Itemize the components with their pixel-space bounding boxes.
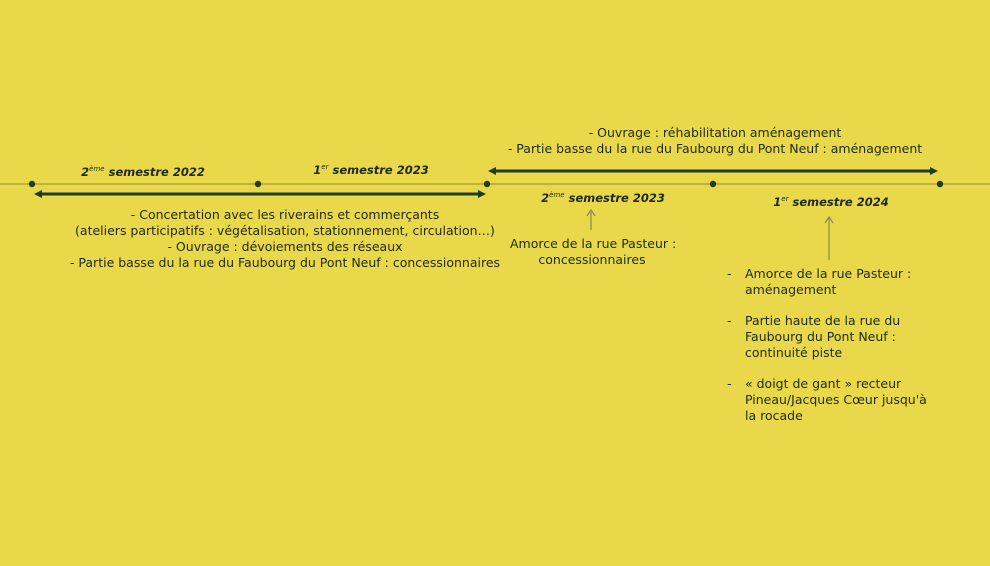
description-line: - Partie basse du la rue du Faubourg du Pont Neuf : aménagement bbox=[507, 141, 923, 156]
list-item: - « doigt de gant » recteur Pineau/Jacques Cœur jusqu'à la rocade bbox=[727, 376, 927, 423]
period-label: 2ème semestre 2022 bbox=[81, 165, 205, 179]
list-item: - Partie haute de la rue du Faubourg du Pont Neuf : continuité piste bbox=[727, 313, 901, 360]
pasteur-note bbox=[510, 236, 677, 268]
description-line: - Ouvrage : dévoiements des réseaux bbox=[167, 239, 403, 254]
timeline-node bbox=[937, 181, 943, 187]
description-line: concessionnaires bbox=[538, 252, 646, 267]
description-line: (ateliers participatifs : végétalisation, stationnement, circulation…) bbox=[75, 223, 495, 238]
timeline-node bbox=[484, 181, 490, 187]
period-label: 1er semestre 2024 bbox=[773, 195, 889, 209]
description-line: - Concertation avec les riverains et commerçants bbox=[130, 207, 440, 222]
timeline-node bbox=[255, 181, 261, 187]
period-label: 2ème semestre 2023 bbox=[541, 191, 665, 205]
phase2-description bbox=[490, 125, 940, 157]
timeline-node bbox=[710, 181, 716, 187]
up-arrow-icon bbox=[825, 217, 833, 260]
period-label: 1er semestre 2023 bbox=[313, 163, 429, 177]
bullet-list-2024 bbox=[727, 266, 937, 439]
description-line: - Ouvrage : réhabilitation aménagement bbox=[588, 125, 842, 140]
phase1-bar bbox=[34, 190, 486, 198]
list-item: - Amorce de la rue Pasteur : aménagement bbox=[727, 266, 912, 297]
description-line: Amorce de la rue Pasteur : bbox=[510, 236, 677, 251]
phase2-bar bbox=[488, 167, 938, 175]
phase1-description bbox=[20, 207, 550, 271]
description-line: - Partie basse du la rue du Faubourg du Pont Neuf : concessionnaires bbox=[69, 255, 501, 270]
up-arrow-icon bbox=[587, 210, 595, 230]
timeline-node bbox=[29, 181, 35, 187]
